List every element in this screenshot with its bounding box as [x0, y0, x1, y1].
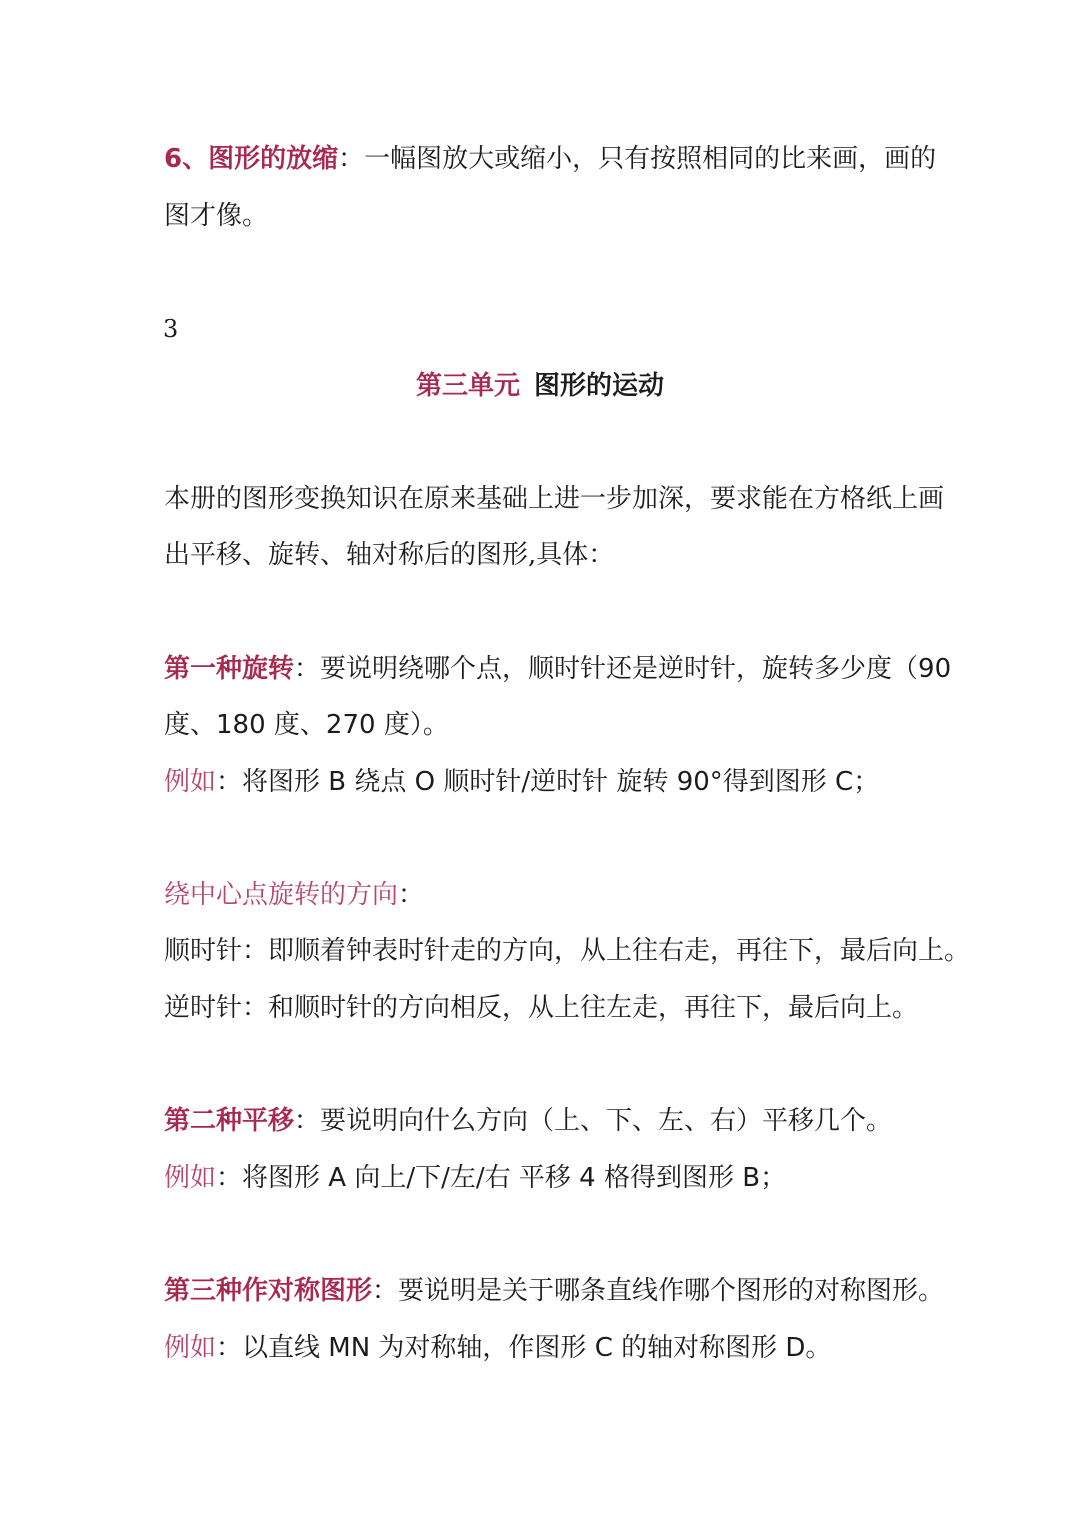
rotation-heading: 第一种旋转	[164, 654, 295, 684]
section6-line1	[164, 141, 936, 177]
section6-text: ：一幅图放大或缩小，只有按照相同的比来画，画的	[338, 144, 937, 174]
section6-line2: 图才像。	[164, 201, 269, 231]
example-label: 例如	[164, 1333, 217, 1363]
symmetry-example: 例如：以直线 MN 为对称轴，作图形 C 的轴对称图形 D。	[164, 1333, 832, 1363]
unit-title-name: 图形的运动	[534, 371, 665, 401]
intro-line2: 出平移、旋转、轴对称后的图形,具体：	[164, 540, 615, 570]
rotation-line2: 度、180 度、270 度）。	[164, 710, 449, 740]
clockwise-line: 顺时针：即顺着钟表时针走的方向，从上往右走，再往下，最后向上。	[164, 936, 971, 966]
rotation-example: 例如：将图形 B 绕点 O 顺时针/逆时针 旋转 90°得到图形 C；	[164, 767, 880, 797]
rotation-line1: 第一种旋转：要说明绕哪个点，顺时针还是逆时针，旋转多少度（90	[164, 654, 952, 684]
center-direction-heading-line: 绕中心点旋转的方向：	[164, 880, 425, 910]
unit-title	[0, 366, 1080, 406]
page-number: 3	[163, 315, 179, 343]
section6-heading: 6、图形的放缩	[164, 144, 339, 174]
translation-line: 第二种平移：要说明向什么方向（上、下、左、右）平移几个。	[164, 1106, 893, 1136]
counterclockwise-line: 逆时针：和顺时针的方向相反，从上往左走，再往下，最后向上。	[164, 993, 919, 1023]
symmetry-line: 第三种作对称图形：要说明是关于哪条直线作哪个图形的对称图形。	[164, 1276, 945, 1306]
translation-example: 例如：将图形 A 向上/下/左/右 平移 4 格得到图形 B；	[164, 1163, 787, 1193]
example-label: 例如	[164, 1163, 217, 1193]
example-label: 例如	[164, 767, 217, 797]
center-direction-heading: 绕中心点旋转的方向	[164, 880, 399, 910]
unit-title-number: 第三单元	[415, 371, 520, 401]
translation-heading: 第二种平移	[164, 1106, 295, 1136]
intro-line1: 本册的图形变换知识在原来基础上进一步加深，要求能在方格纸上画	[164, 484, 945, 514]
symmetry-heading: 第三种作对称图形	[164, 1276, 373, 1306]
